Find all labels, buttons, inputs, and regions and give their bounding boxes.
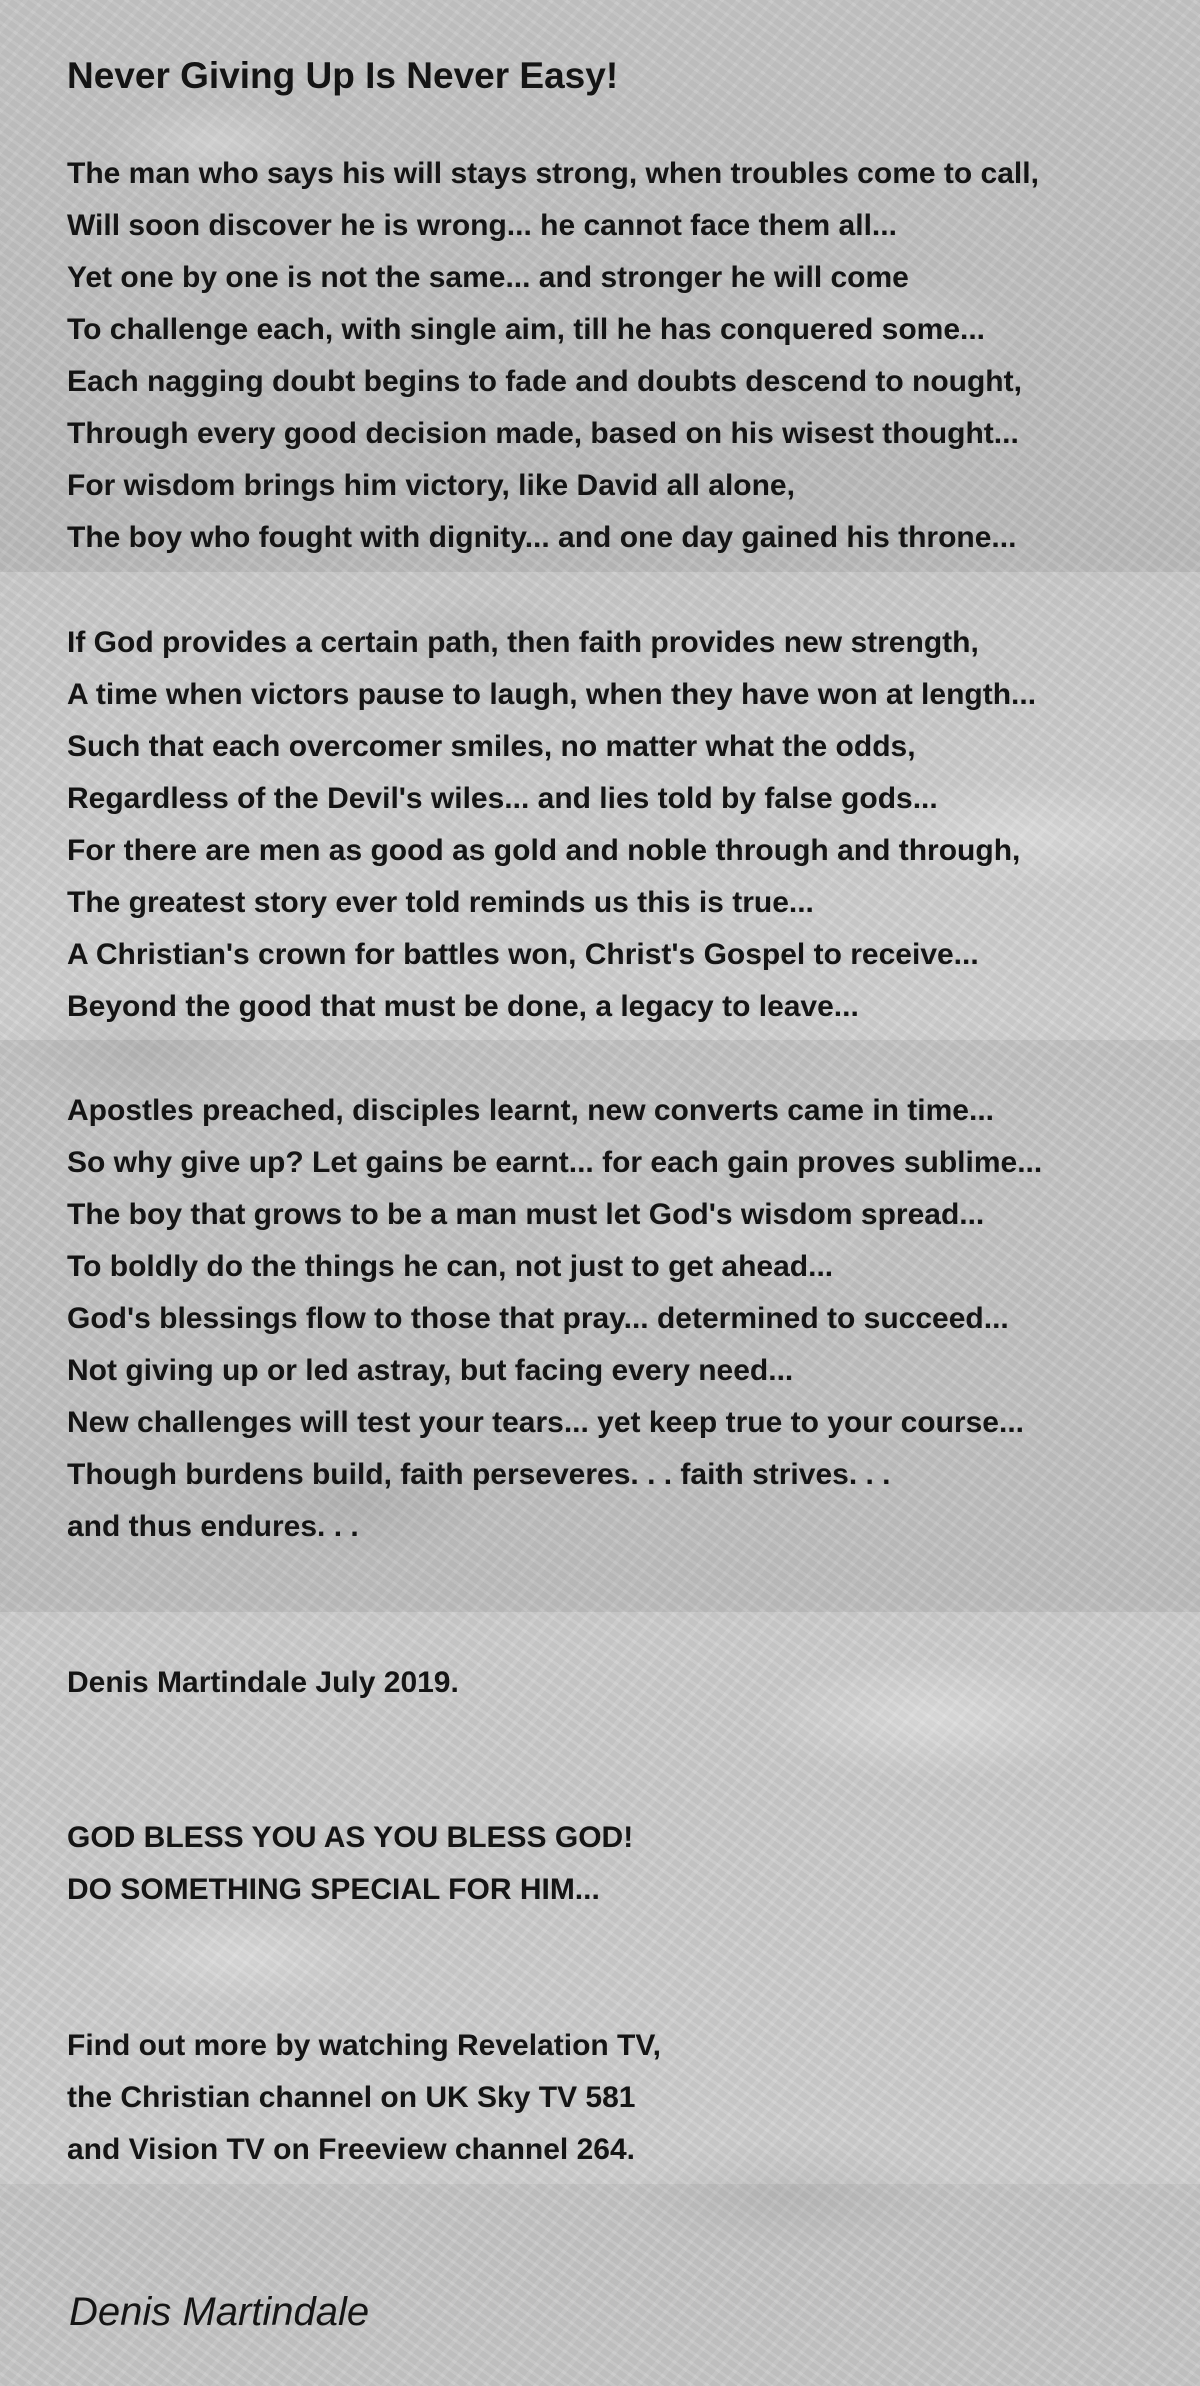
info-line: and Vision TV on Freeview channel 264. (67, 2133, 635, 2166)
poem-line: Such that each overcomer smiles, no matter what the odds, (67, 730, 916, 763)
poem-line: God's blessings flow to those that pray... determined to succeed... (67, 1302, 1009, 1335)
info-block (67, 2020, 661, 2176)
stanza-3 (67, 1085, 1042, 1553)
poem-line: New challenges will test your tears... yet keep true to your course... (67, 1406, 1024, 1439)
poem-line: The greatest story ever told reminds us this is true... (67, 886, 814, 919)
poem-title: Never Giving Up Is Never Easy! (67, 55, 619, 96)
poem-line: Yet one by one is not the same... and stronger he will come (67, 261, 909, 294)
stanza-1 (67, 148, 1039, 564)
poem-line: A Christian's crown for battles won, Christ's Gospel to receive... (67, 938, 979, 971)
poem-line: Will soon discover he is wrong... he cannot face them all... (67, 209, 897, 242)
poem-line: The man who says his will stays strong, when troubles come to call, (67, 157, 1039, 190)
poem-line: The boy who fought with dignity... and one day gained his throne... (67, 521, 1017, 554)
poem-line: If God provides a certain path, then faith provides new strength, (67, 626, 979, 659)
poem-line: Through every good decision made, based on his wisest thought... (67, 417, 1019, 450)
poem-line: and thus endures. . . (67, 1510, 359, 1543)
poem-line: Apostles preached, disciples learnt, new converts came in time... (67, 1094, 994, 1127)
poem-line: So why give up? Let gains be earnt... for each gain proves sublime... (67, 1146, 1043, 1179)
poem-line: Beyond the good that must be done, a legacy to leave... (67, 990, 859, 1023)
blessing-block (67, 1812, 633, 1916)
poem-line: A time when victors pause to laugh, when they have won at length... (67, 678, 1037, 711)
poem-line: To challenge each, with single aim, till he has conquered some... (67, 313, 986, 346)
blessing-line: DO SOMETHING SPECIAL FOR HIM... (67, 1873, 600, 1906)
poem-line: The boy that grows to be a man must let God's wisdom spread... (67, 1198, 985, 1231)
poem-line: Regardless of the Devil's wiles... and lies told by false gods... (67, 782, 938, 815)
info-line: Find out more by watching Revelation TV, (67, 2029, 661, 2062)
author-name: Denis Martindale (69, 2290, 370, 2334)
poem-line: For there are men as good as gold and noble through and through, (67, 834, 1021, 867)
info-line: the Christian channel on UK Sky TV 581 (67, 2081, 636, 2114)
poem-line: Though burdens build, faith perseveres. . . faith strives. . . (67, 1458, 891, 1491)
poem-line: Each nagging doubt begins to fade and doubts descend to nought, (67, 365, 1022, 398)
signature-date-line: Denis Martindale July 2019. (67, 1666, 459, 1699)
poem-line: To boldly do the things he can, not just to get ahead... (67, 1250, 834, 1283)
poem-line: For wisdom brings him victory, like David all alone, (67, 469, 795, 502)
poem-line: Not giving up or led astray, but facing every need... (67, 1354, 794, 1387)
blessing-line: GOD BLESS YOU AS YOU BLESS GOD! (67, 1821, 634, 1854)
stanza-2 (67, 617, 1036, 1033)
